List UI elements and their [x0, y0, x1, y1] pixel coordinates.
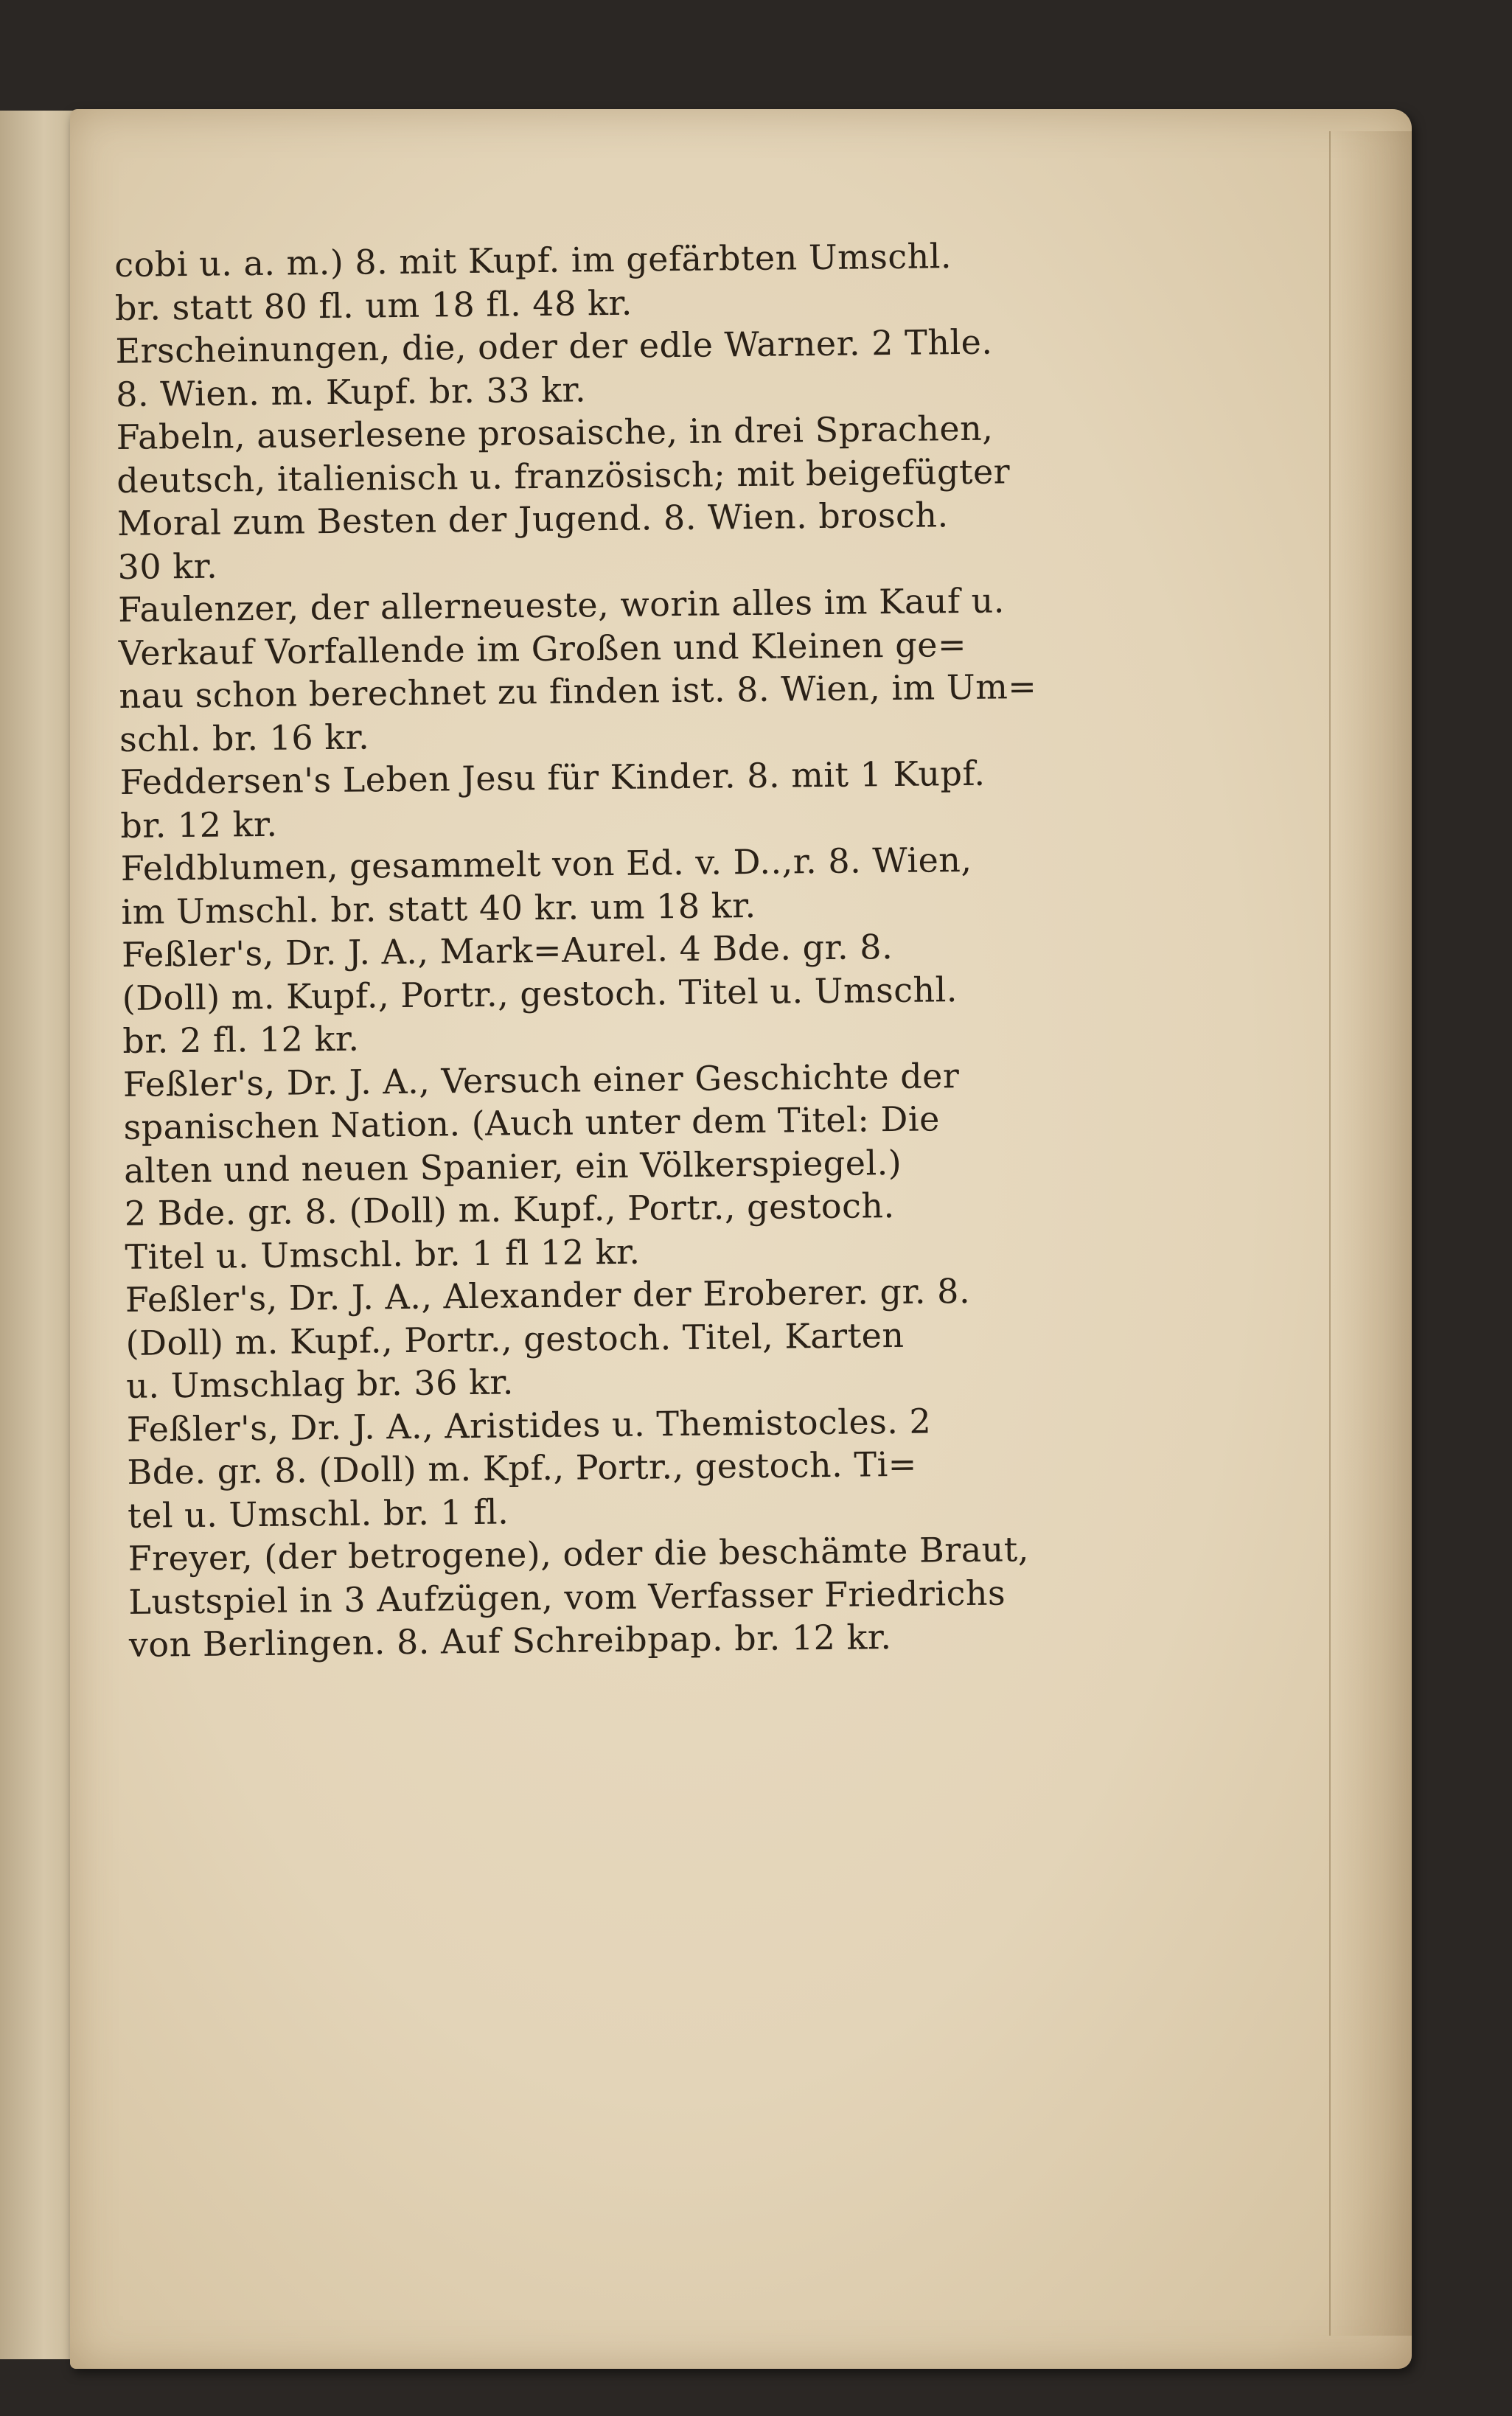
entry-line: Freyer, (der betrogene), oder die beschämte Braut,: [128, 1529, 1030, 1578]
entry-line: tel u. Umschl. br. 1 fl.: [127, 1491, 509, 1536]
catalog-entry: [119, 751, 1138, 847]
entry-line: Feßler's, Dr. J. A., Versuch einer Geschichte der: [122, 1055, 960, 1104]
entry-line: Fabeln, auserlesene prosaische, in drei Sprachen,: [116, 408, 994, 457]
entry-line: cobi u. a. m.) 8. mit Kupf. im gefärbten Umschl.: [114, 236, 952, 285]
catalog-entry: [122, 922, 1140, 1062]
entry-line: br. 12 kr.: [119, 804, 278, 846]
entry-line: Feßler's, Dr. J. A., Mark=Aurel. 4 Bde. gr. 8.: [121, 926, 893, 975]
entry-line: Bde. gr. 8. (Doll) m. Kpf., Portr., gestoch. Ti=: [127, 1444, 918, 1492]
entry-line: deutsch, italienisch u. französisch; mit beigefügter: [116, 450, 1011, 501]
entry-line: schl. br. 16 kr.: [119, 716, 370, 759]
entry-line: br. statt 80 fl. um 18 fl. 48 kr.: [114, 282, 633, 328]
entry-line: Feßler's, Dr. J. A., Alexander der Eroberer. gr. 8.: [125, 1270, 971, 1320]
entry-line: 8. Wien. m. Kupf. br. 33 kr.: [115, 369, 587, 414]
catalog-entry: [123, 1052, 1143, 1278]
entry-line: Moral zum Besten der Jugend. 8. Wien. brosch.: [116, 495, 949, 543]
entry-line: Titel u. Umschl. br. 1 fl 12 kr.: [125, 1231, 641, 1277]
catalog-entry: [125, 1267, 1144, 1407]
catalog-entry: [116, 405, 1135, 588]
entry-line: Verkauf Vorfallende im Großen und Kleinen ge=: [118, 624, 967, 673]
entry-line: 30 kr.: [117, 546, 218, 587]
entry-line: alten und neuen Spanier, ein Völkerspiegel.): [123, 1142, 902, 1191]
entry-line: (Doll) m. Kupf., Portr., gestoch. Titel, Karten: [125, 1315, 905, 1363]
catalog-entry: [115, 319, 1133, 416]
entry-line: 2 Bde. gr. 8. (Doll) m. Kupf., Portr., gestoch.: [124, 1185, 895, 1233]
catalog-entry: [114, 233, 1132, 330]
entry-line: Erscheinungen, die, oder der edle Warner. 2 Thle.: [115, 321, 993, 371]
entry-line: spanischen Nation. (Auch unter dem Titel: Die: [123, 1099, 941, 1147]
entry-line: Faulenzer, der allerneueste, worin alles im Kauf u.: [117, 580, 1006, 630]
catalog-text: [114, 233, 1146, 1667]
entry-line: Feldblumen, gesammelt von Ed. v. D..,r. 8. Wien,: [120, 839, 972, 888]
catalog-entry: [127, 1397, 1146, 1537]
entry-line: br. 2 fl. 12 kr.: [122, 1018, 360, 1061]
entry-line: von Berlingen. 8. Auf Schreibpap. br. 12 kr.: [128, 1617, 892, 1665]
entry-line: u. Umschlag br. 36 kr.: [125, 1362, 515, 1406]
page-edge-shadow: [1329, 131, 1412, 2336]
entry-line: Feßler's, Dr. J. A., Aristides u. Themistocles. 2: [126, 1400, 932, 1449]
catalog-entry: [118, 578, 1137, 761]
entry-line: nau schon berechnet zu finden ist. 8. Wien, im Um=: [119, 666, 1037, 716]
entry-line: Feddersen's Leben Jesu für Kinder. 8. mit 1 Kupf.: [119, 753, 986, 802]
catalog-entry: [128, 1526, 1146, 1666]
entry-line: Lustspiel in 3 Aufzügen, vom Verfasser Friedrichs: [128, 1572, 1006, 1622]
entry-line: (Doll) m. Kupf., Portr., gestoch. Titel u. Umschl.: [122, 969, 958, 1018]
catalog-entry: [121, 837, 1139, 933]
facing-page-edge: [0, 111, 76, 2359]
entry-line: im Umschl. br. statt 40 kr. um 18 kr.: [121, 885, 756, 932]
